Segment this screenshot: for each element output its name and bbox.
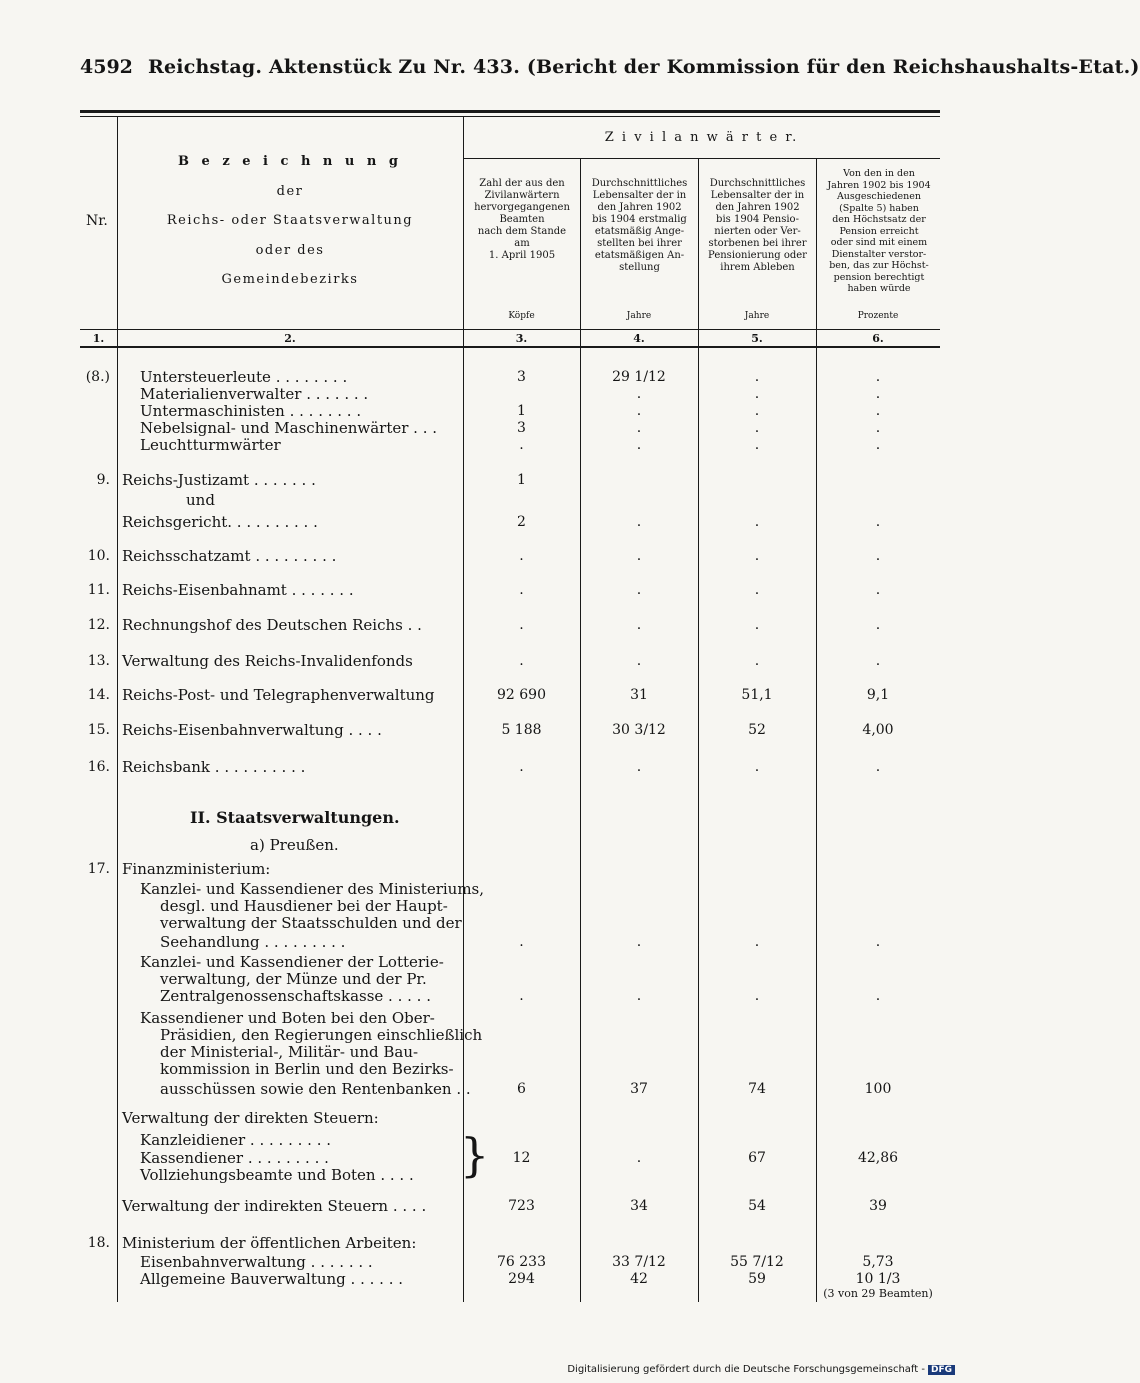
cell-c5: . bbox=[754, 386, 760, 402]
row-number: 15. bbox=[87, 722, 110, 738]
cell-c6: 5,73 bbox=[862, 1254, 894, 1270]
cell-c6: . bbox=[875, 988, 881, 1004]
group-header-rule bbox=[463, 158, 940, 159]
cell-c3: 723 bbox=[508, 1198, 535, 1214]
col-divider-2 bbox=[463, 117, 464, 1302]
cell-c4: 42 bbox=[630, 1271, 648, 1287]
units-rule bbox=[80, 329, 940, 330]
cell-c5: 59 bbox=[748, 1271, 766, 1287]
cell-c6: 10 1/3 bbox=[855, 1271, 901, 1287]
cell-c3: 3 bbox=[517, 369, 526, 385]
cell-c4: 31 bbox=[630, 687, 648, 703]
colnum-5: 5. bbox=[751, 332, 763, 345]
dfg-logo: DFG bbox=[928, 1365, 955, 1375]
row-label: verwaltung der Staatsschulden und der bbox=[160, 914, 462, 932]
row-label: Reichsschatzamt . . . . . . . . . bbox=[122, 547, 337, 565]
header-gemeindebezirks: Gemeindebezirks bbox=[221, 272, 359, 287]
row-label: Allgemeine Bauverwaltung . . . . . . bbox=[140, 1270, 404, 1288]
cell-c5: 55 7/12 bbox=[730, 1254, 784, 1270]
cell-c5: . bbox=[754, 548, 760, 564]
cell-c4: . bbox=[636, 988, 642, 1004]
row-label: Präsidien, den Regierungen einschließlich bbox=[160, 1026, 483, 1044]
unit-col4: Jahre bbox=[626, 311, 652, 321]
colnum-6: 6. bbox=[872, 332, 884, 345]
cell-c3: 2 bbox=[517, 514, 526, 530]
header-nr: Nr. bbox=[86, 213, 108, 229]
cell-c5: 54 bbox=[748, 1198, 766, 1214]
cell-c5: . bbox=[754, 437, 760, 453]
row-label: Reichsgericht. . . . . . . . . . bbox=[122, 513, 318, 531]
cell-c3: 294 bbox=[508, 1271, 535, 1287]
header-bezeichnung: B e z e i c h n u n g bbox=[178, 154, 402, 169]
row-label: Untersteuerleute . . . . . . . . bbox=[140, 368, 348, 386]
page-title: Reichstag. Aktenstück Zu Nr. 433. (Bericht der Kommission für den Reichshaushalts-Etat.) bbox=[148, 56, 1140, 78]
row-label: Kassendiener . . . . . . . . . bbox=[140, 1149, 329, 1167]
row-number: (8.) bbox=[85, 369, 110, 385]
cell-c3: 1 bbox=[517, 403, 526, 419]
header-col4: Durchschnittliches Lebensalter der in den Jahren 1902 bis 1904 erstmalig etatsmäßig Ange- stellten bei ihrer etatsmäßigen An- stellung bbox=[591, 178, 688, 273]
digitization-credit bbox=[567, 1364, 955, 1375]
row-label: und bbox=[186, 491, 215, 509]
section-title: II. Staatsverwaltungen. bbox=[190, 808, 400, 827]
cell-c4: . bbox=[636, 653, 642, 669]
cell-c3: 76 233 bbox=[497, 1254, 546, 1270]
unit-col3: Köpfe bbox=[508, 311, 535, 321]
cell-c3: 12 bbox=[512, 1150, 531, 1166]
footnote-beamten: (3 von 29 Beamten) bbox=[823, 1287, 933, 1300]
header-der: der bbox=[276, 184, 304, 199]
cell-c4: . bbox=[636, 386, 642, 402]
cell-c3: . bbox=[519, 582, 524, 598]
cell-c4: 33 7/12 bbox=[612, 1254, 666, 1270]
cell-c4: . bbox=[636, 514, 642, 530]
row-number: 11. bbox=[87, 582, 110, 598]
cell-c6: . bbox=[875, 386, 881, 402]
cell-c3: . bbox=[519, 988, 524, 1004]
row-label: Rechnungshof des Deutschen Reichs . . bbox=[122, 616, 422, 634]
cell-c3: . bbox=[519, 653, 524, 669]
cell-c3: . bbox=[519, 548, 524, 564]
header-col3: Zahl der aus den Zivilanwärtern hervorgegangenen Beamten nach dem Stande am 1. April 1905 bbox=[474, 178, 570, 261]
row-label: Kassendiener und Boten bei den Ober- bbox=[140, 1009, 435, 1027]
cell-c5: 51,1 bbox=[741, 687, 773, 703]
cell-c5: . bbox=[754, 420, 760, 436]
cell-c6: 39 bbox=[869, 1198, 887, 1214]
col-divider-1 bbox=[117, 117, 118, 1302]
row-number: 18. bbox=[87, 1235, 110, 1251]
colnum-4: 4. bbox=[633, 332, 645, 345]
row-label: Kanzlei- und Kassendiener der Lotterie- bbox=[140, 953, 444, 971]
row-number: 10. bbox=[87, 548, 110, 564]
cell-c4: . bbox=[636, 1150, 642, 1166]
cell-c4: 34 bbox=[630, 1198, 648, 1214]
cell-c4: 37 bbox=[630, 1081, 648, 1097]
cell-c4: . bbox=[636, 437, 642, 453]
row-label: desgl. und Hausdiener bei der Haupt- bbox=[160, 897, 448, 915]
cell-c4: 30 3/12 bbox=[612, 722, 666, 738]
cell-c6: 4,00 bbox=[862, 722, 894, 738]
cell-c3: 3 bbox=[517, 420, 526, 436]
row-number: 16. bbox=[87, 759, 110, 775]
row-label: Kanzlei- und Kassendiener des Ministeriums, bbox=[140, 880, 485, 898]
header-col6: Von den in den Jahren 1902 bis 1904 Ausgeschiedenen (Spalte 5) haben den Höchstsatz der Pension erreicht oder sind mit einem Dienstalter verstor- ben, das zur Höchst- pension berechtigt haben würde bbox=[827, 168, 931, 294]
cell-c6: . bbox=[875, 617, 881, 633]
cell-c4: . bbox=[636, 420, 642, 436]
cell-c5: . bbox=[754, 934, 760, 950]
page-number: 4592 bbox=[80, 56, 133, 78]
unit-col5: Jahre bbox=[744, 311, 770, 321]
row-label: Materialienverwalter . . . . . . . bbox=[140, 385, 369, 403]
cell-c5: . bbox=[754, 582, 760, 598]
row-label: der Ministerial-, Militär- und Bau- bbox=[160, 1043, 419, 1061]
cell-c6: . bbox=[875, 420, 881, 436]
header-zivilanwaerter: Z i v i l a n w ä r t e r. bbox=[604, 130, 799, 145]
row-label: Eisenbahnverwaltung . . . . . . . bbox=[140, 1253, 373, 1271]
cell-c6: . bbox=[875, 548, 881, 564]
cell-c4: . bbox=[636, 403, 642, 419]
row-label: verwaltung, der Münze und der Pr. bbox=[160, 970, 427, 988]
row-label: Reichs-Eisenbahnverwaltung . . . . bbox=[122, 721, 382, 739]
row-number: 14. bbox=[87, 687, 110, 703]
cell-c3: . bbox=[519, 617, 524, 633]
cell-c4: 29 1/12 bbox=[612, 369, 666, 385]
colnum-2: 2. bbox=[284, 332, 296, 345]
cell-c4: . bbox=[636, 617, 642, 633]
row-label: Reichs-Post- und Telegraphenverwaltung bbox=[122, 686, 435, 704]
cell-c5: 74 bbox=[748, 1081, 766, 1097]
cell-c5: . bbox=[754, 403, 760, 419]
cell-c6: 9,1 bbox=[866, 687, 890, 703]
credit-text: Digitalisierung gefördert durch die Deutsche Forschungsgemeinschaft - bbox=[567, 1364, 925, 1375]
row-label: Reichs-Justizamt . . . . . . . bbox=[122, 471, 316, 489]
cell-c3: . bbox=[519, 934, 524, 950]
colnum-1: 1. bbox=[92, 332, 105, 345]
cell-c6: 42,86 bbox=[857, 1150, 899, 1166]
row-label: Untermaschinisten . . . . . . . . bbox=[140, 402, 362, 420]
unit-col6: Prozente bbox=[857, 311, 899, 321]
cell-c4: . bbox=[636, 548, 642, 564]
header-col5: Durchschnittliches Lebensalter der in den Jahren 1902 bis 1904 Pensio- nierten oder Ver- storbenen bei ihrer Pensionierung oder ihrem Ableben bbox=[708, 178, 807, 273]
header-oder-des: oder des bbox=[255, 243, 325, 258]
row-label: Reichsbank . . . . . . . . . . bbox=[122, 758, 306, 776]
brace-direct-taxes: } bbox=[460, 1128, 490, 1182]
cell-c3: 5 188 bbox=[501, 722, 542, 738]
cell-c5: . bbox=[754, 369, 760, 385]
row-label: Kanzleidiener . . . . . . . . . bbox=[140, 1131, 331, 1149]
header-rule-thin bbox=[80, 116, 940, 117]
cell-c5: . bbox=[754, 988, 760, 1004]
cell-c6: . bbox=[875, 514, 881, 530]
cell-c3: . bbox=[519, 437, 524, 453]
row-label: Seehandlung . . . . . . . . . bbox=[160, 933, 346, 951]
cell-c6: . bbox=[875, 653, 881, 669]
row-label: Nebelsignal- und Maschinenwärter . . . bbox=[140, 419, 437, 437]
cell-c5: . bbox=[754, 514, 760, 530]
cell-c5: . bbox=[754, 653, 760, 669]
row-label: Verwaltung der indirekten Steuern . . . . bbox=[122, 1197, 427, 1215]
row-number: 12. bbox=[87, 617, 110, 633]
cell-c6: . bbox=[875, 582, 881, 598]
cell-c5: 52 bbox=[748, 722, 766, 738]
row-label: Verwaltung der direkten Steuern: bbox=[122, 1109, 379, 1127]
row-label: Finanzministerium: bbox=[122, 860, 271, 878]
row-label: Leuchtturmwärter bbox=[140, 436, 281, 454]
row-label: Verwaltung des Reichs-Invalidenfonds bbox=[122, 652, 413, 670]
cell-c5: . bbox=[754, 759, 760, 775]
section-subtitle: a) Preußen. bbox=[250, 836, 339, 854]
row-label: Reichs-Eisenbahnamt . . . . . . . bbox=[122, 581, 354, 599]
row-label: ausschüssen sowie den Rentenbanken . . bbox=[160, 1080, 471, 1098]
colnum-3: 3. bbox=[515, 332, 528, 345]
cell-c6: . bbox=[875, 369, 881, 385]
cell-c5: . bbox=[754, 617, 760, 633]
header-reichs-staats: Reichs- oder Staatsverwaltung bbox=[166, 213, 414, 228]
row-label: Vollziehungsbeamte und Boten . . . . bbox=[140, 1166, 414, 1184]
row-label: Zentralgenossenschaftskasse . . . . . bbox=[160, 987, 431, 1005]
cell-c3: 1 bbox=[517, 472, 526, 488]
cell-c6: 100 bbox=[864, 1081, 892, 1097]
row-label: Ministerium der öffentlichen Arbeiten: bbox=[122, 1234, 417, 1252]
row-number: 17. bbox=[87, 861, 110, 877]
cell-c6: . bbox=[875, 437, 881, 453]
cell-c3: 6 bbox=[517, 1081, 526, 1097]
cell-c4: . bbox=[636, 934, 642, 950]
row-number: 9. bbox=[96, 472, 110, 488]
colnum-rule bbox=[80, 346, 940, 348]
cell-c3: 92 690 bbox=[497, 687, 546, 703]
cell-c4: . bbox=[636, 582, 642, 598]
cell-c6: . bbox=[875, 403, 881, 419]
header-rule-thick bbox=[80, 110, 940, 113]
cell-c6: . bbox=[875, 759, 881, 775]
cell-c5: 67 bbox=[748, 1150, 766, 1166]
cell-c3: . bbox=[519, 759, 524, 775]
row-label: kommission in Berlin und den Bezirks- bbox=[160, 1060, 454, 1078]
row-number: 13. bbox=[87, 653, 110, 669]
cell-c4: . bbox=[636, 759, 642, 775]
cell-c6: . bbox=[875, 934, 881, 950]
